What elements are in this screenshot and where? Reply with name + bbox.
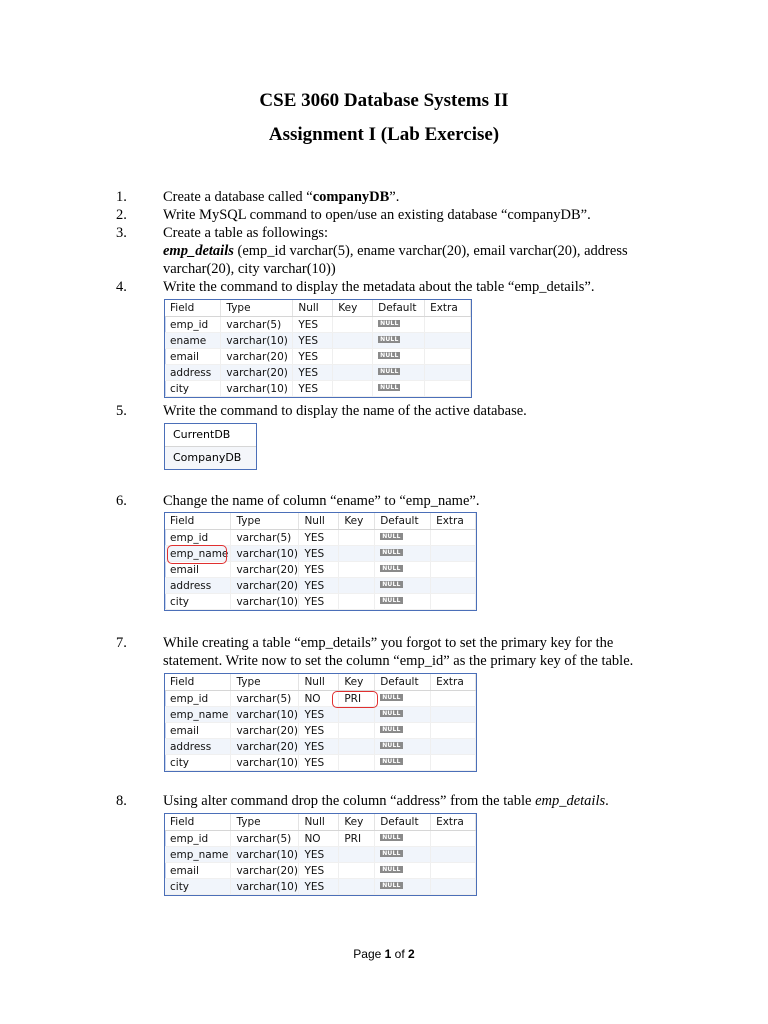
table-cell <box>339 578 375 594</box>
table-cell: city <box>165 381 221 397</box>
table-cell: varchar(10) <box>231 546 299 562</box>
extra-cell <box>425 365 471 381</box>
table-cell: varchar(20) <box>231 863 299 879</box>
null-badge: NULL <box>380 351 399 359</box>
table-cell: varchar(10) <box>221 381 293 397</box>
null-badge: NULL <box>380 367 399 375</box>
question-7-cont: statement. Write now to set the column “emp_id” as the primary key of the table. <box>163 653 634 669</box>
question-text: Create a database called “companyDB”. <box>163 189 400 205</box>
course-title: CSE 3060 Database Systems II <box>259 90 509 111</box>
table-cell: YES <box>299 847 339 863</box>
null-badge: NULL <box>380 335 399 343</box>
null-badge: NULL <box>382 693 401 701</box>
extra-cell <box>431 530 476 546</box>
table-cell <box>333 317 373 333</box>
table-cell: address <box>165 578 231 594</box>
question-text: Create a table as followings: <box>163 225 329 241</box>
null-badge: NULL <box>382 709 401 717</box>
table-cell: YES <box>293 349 333 365</box>
extra-cell <box>425 381 471 397</box>
question-number: 6. <box>116 493 127 509</box>
extra-cell <box>425 349 471 365</box>
column-header: Default <box>373 300 425 317</box>
table-cell: email <box>165 723 231 739</box>
table-cell: YES <box>299 739 339 755</box>
table-cell: varchar(10) <box>231 879 299 895</box>
table-cell: city <box>165 594 231 610</box>
default-cell <box>375 562 431 578</box>
table-cell: email <box>165 863 231 879</box>
table-row <box>165 707 476 723</box>
column-header: Null <box>299 674 339 691</box>
table-cell: address <box>165 739 231 755</box>
extra-cell <box>431 739 476 755</box>
table-cell: PRI <box>339 691 375 707</box>
default-cell <box>375 863 431 879</box>
table-cell: NO <box>299 831 339 847</box>
highlight-circle <box>332 691 378 708</box>
column-header: Extra <box>431 814 476 831</box>
table-cell: emp_id <box>165 317 221 333</box>
column-header: Field <box>165 674 231 691</box>
question-number: 1. <box>116 189 127 205</box>
table-cell: YES <box>299 530 339 546</box>
column-header: Type <box>231 674 299 691</box>
extra-cell <box>431 707 476 723</box>
extra-cell <box>425 317 471 333</box>
default-cell <box>373 349 425 365</box>
extra-cell <box>431 831 476 847</box>
default-cell <box>373 365 425 381</box>
null-badge: NULL <box>382 580 401 588</box>
column-header: Key <box>339 513 375 530</box>
default-cell <box>375 594 431 610</box>
default-cell <box>373 317 425 333</box>
question-text: Write MySQL command to open/use an existing database “companyDB”. <box>163 207 591 223</box>
metadata-table <box>164 299 472 398</box>
column-header: Type <box>231 513 299 530</box>
table-cell: YES <box>293 381 333 397</box>
table-cell: varchar(5) <box>231 530 299 546</box>
question-text: Using alter command drop the column “address” from the table emp_details. <box>163 793 609 809</box>
table-row <box>165 317 471 333</box>
default-cell <box>375 691 431 707</box>
table-row <box>165 594 476 610</box>
question-text: Write the command to display the metadata about the table “emp_details”. <box>163 279 595 295</box>
null-badge: NULL <box>382 596 401 604</box>
table-cell: YES <box>299 578 339 594</box>
table-row <box>165 847 476 863</box>
highlight-circle <box>167 545 227 564</box>
table-cell <box>339 546 375 562</box>
column-header: Default <box>375 814 431 831</box>
table-row <box>165 365 471 381</box>
table-cell: email <box>165 349 221 365</box>
column-header: Key <box>339 814 375 831</box>
table-cell: address <box>165 365 221 381</box>
table-cell: emp_id <box>165 691 231 707</box>
table-cell: ename <box>165 333 221 349</box>
default-cell <box>375 707 431 723</box>
extra-cell <box>431 863 476 879</box>
column-header: Extra <box>431 513 476 530</box>
table-cell: emp_name <box>165 847 231 863</box>
table-cell <box>339 594 375 610</box>
null-badge: NULL <box>382 548 401 556</box>
table-cell: YES <box>299 594 339 610</box>
table-cell <box>339 755 375 771</box>
table-row <box>165 755 476 771</box>
extra-cell <box>431 879 476 895</box>
extra-cell <box>431 723 476 739</box>
table-cell: YES <box>299 755 339 771</box>
column-header: Field <box>165 814 231 831</box>
table-cell: email <box>165 562 231 578</box>
table-cell: varchar(5) <box>221 317 293 333</box>
question-text: Change the name of column “ename” to “emp_name”. <box>163 493 480 509</box>
column-header: Null <box>293 300 333 317</box>
table-cell: varchar(20) <box>231 723 299 739</box>
column-header: Null <box>299 513 339 530</box>
extra-cell <box>431 594 476 610</box>
default-cell <box>375 530 431 546</box>
table-cell: varchar(20) <box>231 739 299 755</box>
extra-cell <box>425 333 471 349</box>
null-badge: NULL <box>382 741 401 749</box>
extra-cell <box>431 755 476 771</box>
extra-cell <box>431 546 476 562</box>
table-row <box>165 530 476 546</box>
question-number: 3. <box>116 225 127 241</box>
default-cell <box>375 831 431 847</box>
table-row <box>165 691 476 707</box>
column-header: Extra <box>431 674 476 691</box>
table-cell: emp_name <box>165 707 231 723</box>
table-cell <box>339 847 375 863</box>
question-number: 2. <box>116 207 127 223</box>
table-cell: varchar(20) <box>221 365 293 381</box>
table-cell: emp_id <box>165 530 231 546</box>
table-cell: varchar(20) <box>221 349 293 365</box>
table-cell: YES <box>299 879 339 895</box>
default-cell <box>375 755 431 771</box>
column-header: Extra <box>425 300 471 317</box>
table-cell: varchar(10) <box>231 707 299 723</box>
table-cell: varchar(10) <box>231 847 299 863</box>
table-cell: varchar(10) <box>231 594 299 610</box>
table-row <box>165 739 476 755</box>
default-cell <box>373 333 425 349</box>
null-badge: NULL <box>382 532 401 540</box>
null-badge: NULL <box>382 833 401 841</box>
extra-cell <box>431 847 476 863</box>
table-cell: varchar(20) <box>231 578 299 594</box>
null-badge: NULL <box>382 564 401 572</box>
table-cell <box>339 723 375 739</box>
table-cell: NO <box>299 691 339 707</box>
table-row <box>165 879 476 895</box>
column-header: Key <box>333 300 373 317</box>
table-cell: CompanyDB <box>165 447 256 469</box>
table-cell <box>339 562 375 578</box>
table-cell: varchar(5) <box>231 831 299 847</box>
table-cell: YES <box>299 723 339 739</box>
table-cell <box>333 349 373 365</box>
null-badge: NULL <box>382 757 401 765</box>
question-number: 5. <box>116 403 127 419</box>
table-cell: varchar(10) <box>231 755 299 771</box>
table-cell: varchar(5) <box>231 691 299 707</box>
primary-key-table <box>164 673 477 772</box>
column-header: Default <box>375 674 431 691</box>
question-number: 4. <box>116 279 127 295</box>
column-header: Null <box>299 814 339 831</box>
column-header: Field <box>165 300 221 317</box>
table-cell: YES <box>293 333 333 349</box>
table-cell <box>339 530 375 546</box>
column-header: Default <box>375 513 431 530</box>
table-row <box>165 333 471 349</box>
table-cell: city <box>165 755 231 771</box>
table-row <box>165 831 476 847</box>
table-cell: city <box>165 879 231 895</box>
assignment-title: Assignment I (Lab Exercise) <box>268 124 500 145</box>
table-cell <box>333 365 373 381</box>
table-cell: YES <box>299 562 339 578</box>
extra-cell <box>431 562 476 578</box>
table-cell <box>333 381 373 397</box>
column-header: Type <box>231 814 299 831</box>
default-cell <box>375 546 431 562</box>
column-header: Key <box>339 674 375 691</box>
page-footer: Page 1 of 2 <box>353 947 415 961</box>
question-3-schema-cont: varchar(20), city varchar(10)) <box>163 261 336 277</box>
table-cell <box>339 707 375 723</box>
default-cell <box>375 847 431 863</box>
table-cell: YES <box>293 365 333 381</box>
table-row <box>165 578 476 594</box>
table-cell <box>339 739 375 755</box>
question-number: 7. <box>116 635 127 651</box>
table-row <box>165 381 471 397</box>
null-badge: NULL <box>380 383 399 391</box>
question-number: 8. <box>116 793 127 809</box>
table-cell <box>333 333 373 349</box>
question-text: Write the command to display the name of the active database. <box>163 403 527 419</box>
table-cell: YES <box>299 707 339 723</box>
default-cell <box>375 578 431 594</box>
table-cell: emp_name <box>165 546 231 562</box>
extra-cell <box>431 578 476 594</box>
table-cell <box>339 863 375 879</box>
default-cell <box>373 381 425 397</box>
table-cell: emp_id <box>165 831 231 847</box>
table-cell: YES <box>299 863 339 879</box>
column-header: Field <box>165 513 231 530</box>
table-cell: YES <box>293 317 333 333</box>
question-3-schema: emp_details (emp_id varchar(5), ename varchar(20), email varchar(20), address <box>163 243 628 259</box>
default-cell <box>375 879 431 895</box>
table-row <box>165 863 476 879</box>
table-row <box>165 349 471 365</box>
active-database-table <box>164 423 257 470</box>
null-badge: NULL <box>382 849 401 857</box>
table-cell: varchar(20) <box>231 562 299 578</box>
column-header: CurrentDB <box>165 424 256 447</box>
table-cell: PRI <box>339 831 375 847</box>
table-cell: YES <box>299 546 339 562</box>
default-cell <box>375 739 431 755</box>
table-row <box>165 723 476 739</box>
null-badge: NULL <box>382 725 401 733</box>
null-badge: NULL <box>382 881 401 889</box>
default-cell <box>375 723 431 739</box>
drop-column-table <box>164 813 477 896</box>
table-cell: varchar(10) <box>221 333 293 349</box>
extra-cell <box>431 691 476 707</box>
table-cell <box>339 879 375 895</box>
null-badge: NULL <box>382 865 401 873</box>
null-badge: NULL <box>380 319 399 327</box>
question-text: While creating a table “emp_details” you forgot to set the primary key for the <box>163 635 614 651</box>
column-header: Type <box>221 300 293 317</box>
